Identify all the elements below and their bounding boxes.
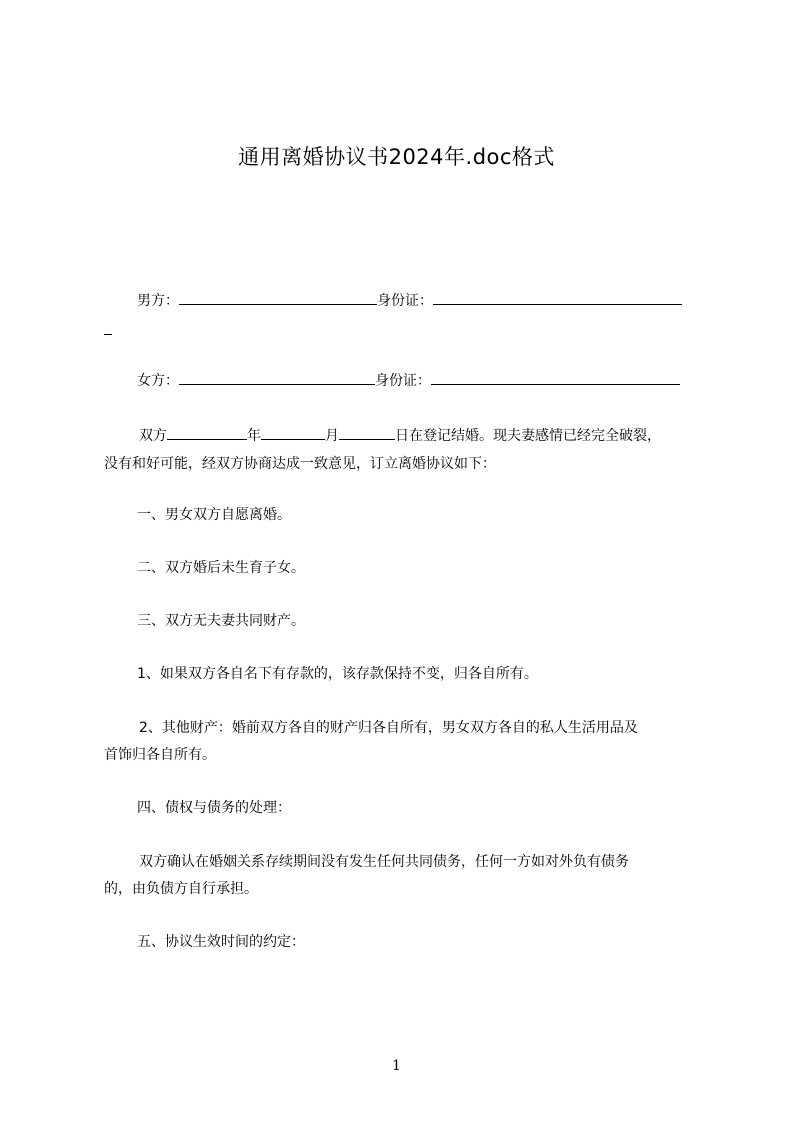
male-id-blank-wrap bbox=[104, 320, 112, 341]
male-name-blank[interactable] bbox=[179, 290, 377, 305]
female-info-row bbox=[137, 370, 680, 391]
marriage-date-line2: 没有和好可能，经双方协商达成一致意见，订立离婚协议如下： bbox=[104, 456, 496, 472]
clause-4-body-line2: 的，由负债方自行承担。 bbox=[104, 881, 258, 897]
clause-3: 三、双方无夫妻共同财产。 bbox=[137, 613, 305, 629]
female-id-label: 身份证： bbox=[375, 373, 431, 389]
day-blank[interactable] bbox=[339, 425, 395, 440]
year-blank[interactable] bbox=[167, 425, 247, 440]
date-suffix: 日在登记结婚。现夫妻感情已经完全破裂， bbox=[395, 428, 661, 444]
clause-4-body-line1: 双方确认在婚姻关系存续期间没有发生任何共同债务，任何一方如对外负有债务 bbox=[139, 854, 629, 870]
female-id-blank[interactable] bbox=[431, 370, 680, 385]
male-id-label: 身份证： bbox=[377, 293, 433, 309]
male-id-blank[interactable] bbox=[433, 290, 682, 305]
page-title: 通用离婚协议书2024年.doc格式 bbox=[238, 145, 555, 169]
clause-3-item-2-line1: 2、其他财产：婚前双方各自的财产归各自所有，男女双方各自的私人生活用品及 bbox=[139, 720, 638, 736]
month-blank[interactable] bbox=[261, 425, 325, 440]
month-label: 月 bbox=[325, 428, 339, 444]
clause-5: 五、协议生效时间的约定： bbox=[137, 934, 305, 950]
year-label: 年 bbox=[247, 428, 261, 444]
clause-3-item-2-line2: 首饰归各自所有。 bbox=[104, 747, 216, 763]
male-label: 男方： bbox=[137, 293, 179, 309]
clause-4: 四、债权与债务的处理： bbox=[137, 800, 291, 816]
marriage-date-row bbox=[139, 425, 661, 446]
clause-3-item-1: 1、如果双方各自名下有存款的，该存款保持不变，归各自所有。 bbox=[137, 666, 538, 682]
date-prefix: 双方 bbox=[139, 428, 167, 444]
female-label: 女方： bbox=[137, 373, 179, 389]
male-id-blank-continued bbox=[104, 320, 112, 335]
clause-2: 二、双方婚后未生育子女。 bbox=[137, 560, 305, 576]
clause-1: 一、男女双方自愿离婚。 bbox=[137, 507, 291, 523]
female-name-blank[interactable] bbox=[179, 370, 375, 385]
male-info-row bbox=[137, 290, 682, 311]
page-number: 1 bbox=[392, 1058, 401, 1074]
